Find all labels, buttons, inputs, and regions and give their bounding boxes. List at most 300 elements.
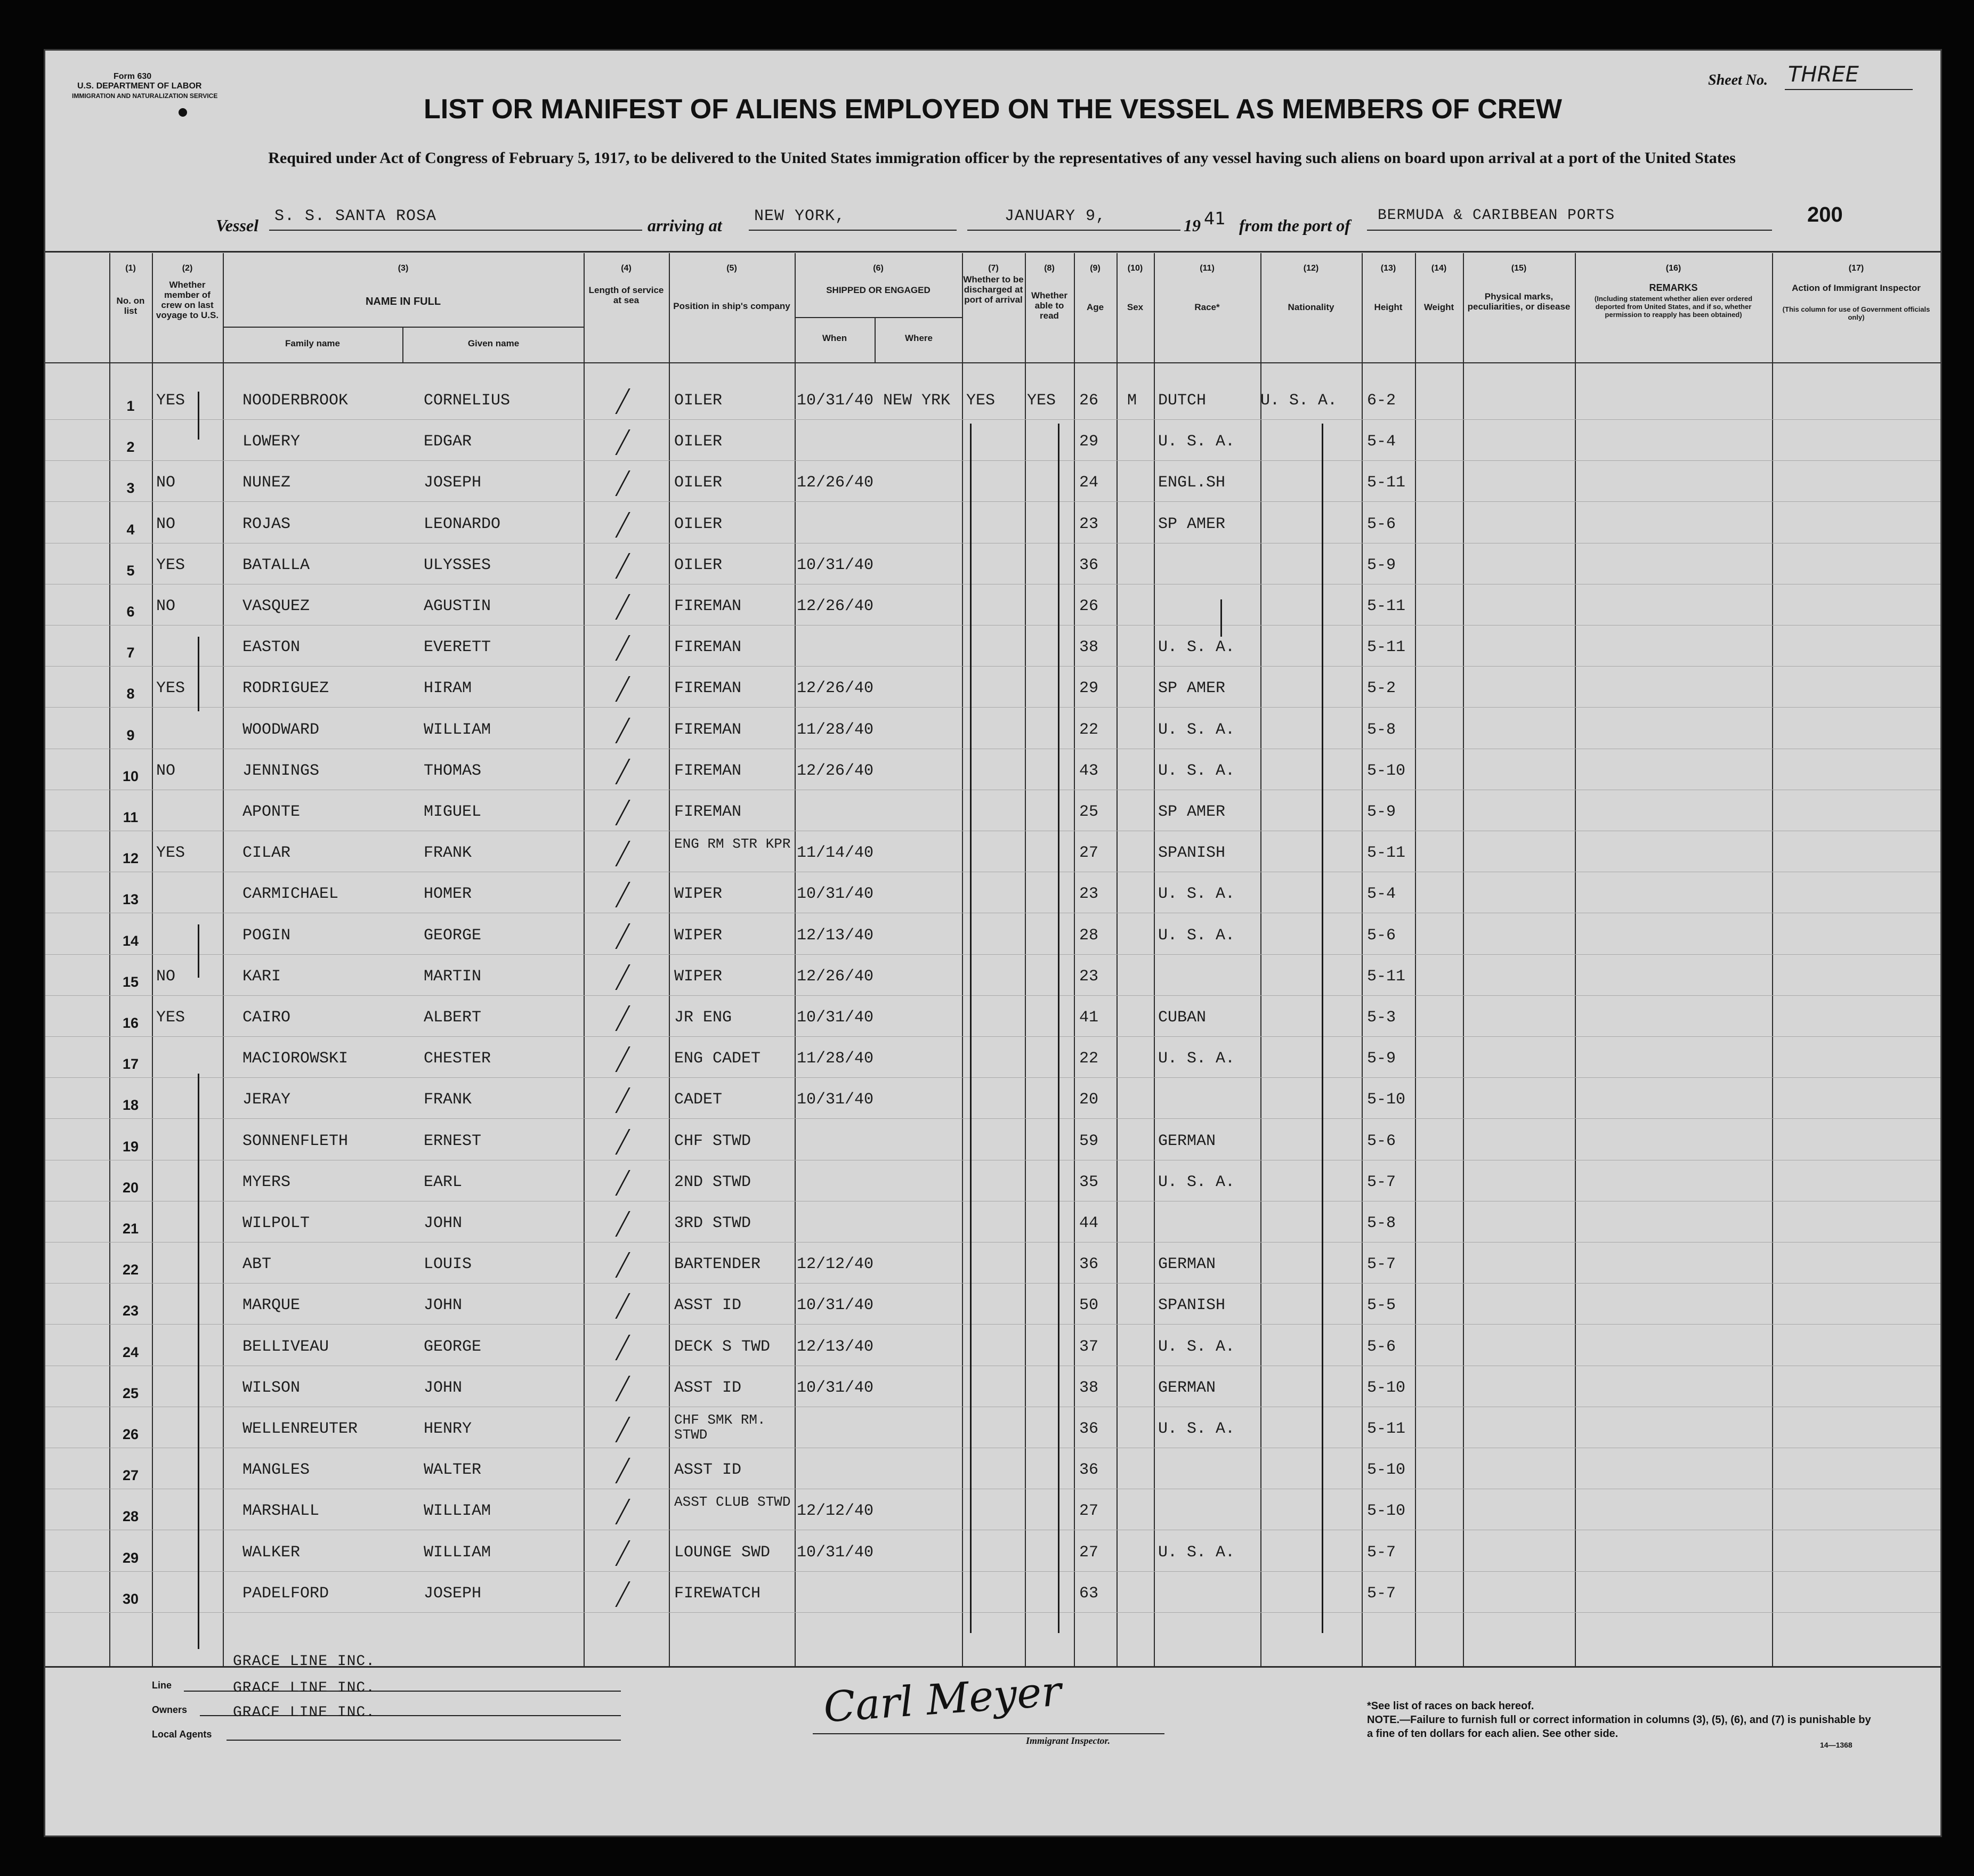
race-cell: U. S. A. — [1158, 1420, 1235, 1438]
header-family-name: Family name — [285, 338, 340, 348]
shipped-when-cell: 12/13/40 — [797, 926, 874, 945]
position-cell: LOUNGE SWD — [674, 1543, 771, 1562]
family-name-cell: KARI — [242, 967, 281, 986]
header-name-in-full: NAME IN FULL — [365, 296, 441, 307]
ditto-mark — [198, 924, 199, 978]
prev-voyage-cell: YES — [156, 1009, 185, 1027]
age-cell: 36 — [1079, 556, 1099, 574]
checkmark-icon — [606, 1293, 630, 1319]
race-cell: GERMAN — [1158, 1378, 1216, 1397]
sex-cell: M — [1127, 392, 1137, 410]
row-number: 8 — [126, 686, 135, 702]
checkmark-icon — [606, 1129, 630, 1155]
family-name-cell: VASQUEZ — [242, 597, 310, 615]
nationality-cell: U. S. A. — [1260, 392, 1338, 410]
age-cell: 27 — [1079, 1543, 1099, 1562]
header-no-on-list: No. on list — [116, 296, 145, 316]
family-name-cell: MYERS — [242, 1173, 291, 1191]
header-physical-marks: Physical marks, peculiarities, or disease — [1467, 291, 1571, 312]
position-cell: CHF STWD — [674, 1132, 751, 1150]
height-cell: 5-6 — [1367, 1337, 1396, 1356]
given-name-cell: JOSEPH — [424, 1584, 482, 1603]
position-cell: FIREMAN — [674, 597, 742, 615]
shipped-when-cell: 10/31/40 — [797, 1009, 874, 1027]
height-cell: 5-11 — [1367, 474, 1406, 492]
given-name-cell: WILLIAM — [424, 1543, 491, 1562]
given-name-cell: WALTER — [424, 1461, 482, 1480]
height-cell: 5-11 — [1367, 967, 1406, 986]
position-cell: ASST CLUB STWD — [674, 1494, 791, 1510]
given-name-cell: EVERETT — [424, 638, 491, 657]
arrival-date: JANUARY 9, — [1005, 207, 1106, 225]
ditto-mark — [970, 424, 972, 1633]
col-num: (14) — [1431, 264, 1447, 273]
age-cell: 37 — [1079, 1337, 1099, 1356]
col-num: (6) — [873, 264, 884, 273]
line-company: GRACE LINE INC. — [233, 1653, 376, 1670]
given-name-cell: JOHN — [424, 1214, 463, 1232]
family-name-cell: CARMICHAEL — [242, 885, 339, 904]
height-cell: 5-4 — [1367, 433, 1396, 451]
sheet-label: Sheet No. — [1708, 72, 1768, 88]
given-name-cell: JOHN — [424, 1378, 463, 1397]
row-number: 1 — [126, 398, 135, 414]
age-cell: 38 — [1079, 638, 1099, 657]
document-subtitle: Required under Act of Congress of February 5, 1917, to be delivered to the United States immigration officer by the representatives of any vessel having such aliens on board upon arrival at a port of the United States — [268, 149, 1736, 167]
row-number: 28 — [122, 1508, 139, 1525]
given-name-cell: MIGUEL — [424, 803, 482, 821]
row-number: 23 — [122, 1303, 139, 1319]
prev-voyage-cell: NO — [156, 967, 176, 986]
service-name: IMMIGRATION AND NATURALIZATION SERVICE — [72, 92, 218, 100]
race-cell: U. S. A. — [1158, 1337, 1235, 1356]
family-name-cell: WOODWARD — [242, 720, 320, 739]
age-cell: 23 — [1079, 885, 1099, 904]
checkmark-icon — [606, 676, 630, 702]
race-cell: CUBAN — [1158, 1009, 1207, 1027]
shipped-when-cell: 10/31/40 — [797, 1378, 874, 1397]
checkmark-icon — [606, 512, 630, 538]
position-cell: OILER — [674, 433, 723, 451]
vessel-name: S. S. SANTA ROSA — [274, 207, 437, 225]
given-name-cell: FRANK — [424, 1091, 472, 1109]
family-name-cell: ROJAS — [242, 515, 291, 533]
row-number: 13 — [122, 891, 139, 908]
checkmark-icon — [606, 470, 630, 496]
manifest-sheet — [44, 49, 1942, 1837]
age-cell: 22 — [1079, 720, 1099, 739]
shipped-when-cell: 10/31/40 — [797, 1296, 874, 1315]
ditto-mark — [1058, 424, 1059, 1633]
height-cell: 5-9 — [1367, 556, 1396, 574]
ditto-mark — [198, 1074, 199, 1649]
family-name-cell: JENNINGS — [242, 761, 320, 780]
given-name-cell: ERNEST — [424, 1132, 482, 1150]
age-cell: 36 — [1079, 1420, 1099, 1438]
family-name-cell: JERAY — [242, 1091, 291, 1109]
family-name-cell: WELLENREUTER — [242, 1420, 358, 1438]
family-name-cell: SONNENFLETH — [242, 1132, 349, 1150]
position-cell: OILER — [674, 392, 723, 410]
form-code: 14—1368 — [1820, 1741, 1852, 1749]
checkmark-icon — [606, 594, 630, 620]
age-cell: 43 — [1079, 761, 1099, 780]
line-label: Line — [152, 1680, 172, 1691]
race-cell: U. S. A. — [1158, 885, 1235, 904]
checkmark-icon — [606, 429, 630, 455]
col-num: (2) — [182, 264, 193, 273]
col-num: (17) — [1848, 264, 1864, 273]
given-name-cell: WILLIAM — [424, 720, 491, 739]
age-cell: 23 — [1079, 967, 1099, 986]
given-name-cell: CHESTER — [424, 1050, 491, 1068]
row-number: 16 — [122, 1015, 139, 1031]
race-cell: U. S. A. — [1158, 433, 1235, 451]
penalty-note: NOTE.—Failure to furnish full or correct information in columns (3), (5), (6), and (7) is punishable by a fine of ten dollars for each alien. See other side. — [1367, 1714, 1871, 1740]
height-cell: 5-10 — [1367, 1502, 1406, 1521]
row-number: 22 — [122, 1262, 139, 1278]
age-cell: 27 — [1079, 1502, 1099, 1521]
given-name-cell: EARL — [424, 1173, 463, 1191]
col-num: (5) — [726, 264, 737, 273]
given-name-cell: JOSEPH — [424, 474, 482, 492]
given-name-cell: WILLIAM — [424, 1502, 491, 1521]
agents-company: GRACE LINE INC. — [233, 1704, 376, 1721]
height-cell: 5-7 — [1367, 1173, 1396, 1191]
height-cell: 5-9 — [1367, 1050, 1396, 1068]
row-number: 5 — [126, 562, 135, 579]
prev-voyage-cell: YES — [156, 556, 185, 574]
owners-company: GRACE LINE INC. — [233, 1680, 376, 1696]
shipped-when-cell: 11/14/40 — [797, 844, 874, 863]
prev-voyage-cell: YES — [156, 844, 185, 863]
year-prefix: 19 — [1184, 216, 1201, 235]
age-cell: 29 — [1079, 433, 1099, 451]
header-last-voyage: Whether member of crew on last voyage to U.S. — [156, 280, 219, 320]
given-name-cell: MARTIN — [424, 967, 482, 986]
family-name-cell: ABT — [242, 1255, 272, 1274]
race-cell: GERMAN — [1158, 1255, 1216, 1274]
position-cell: OILER — [674, 515, 723, 533]
prev-voyage-cell: NO — [156, 597, 176, 615]
height-cell: 5-10 — [1367, 1378, 1406, 1397]
height-cell: 5-11 — [1367, 597, 1406, 615]
shipped-when-cell: 10/31/40 — [797, 392, 874, 410]
given-name-cell: HOMER — [424, 885, 472, 904]
checkmark-icon — [606, 1458, 630, 1483]
age-cell: 59 — [1079, 1132, 1099, 1150]
height-cell: 5-6 — [1367, 926, 1396, 945]
col-num: (9) — [1090, 264, 1101, 273]
row-number: 18 — [122, 1097, 139, 1114]
family-name-cell: LOWERY — [242, 433, 301, 451]
row-number: 10 — [122, 768, 139, 784]
position-cell: ENG CADET — [674, 1050, 761, 1068]
position-cell: FIREWATCH — [674, 1584, 761, 1603]
position-cell: 3RD STWD — [674, 1214, 751, 1232]
row-number: 3 — [126, 480, 135, 497]
row-number: 17 — [122, 1056, 139, 1073]
checkmark-icon — [606, 1005, 630, 1031]
col-num: (11) — [1200, 264, 1215, 273]
height-cell: 5-11 — [1367, 1420, 1406, 1438]
age-cell: 23 — [1079, 515, 1099, 533]
family-name-cell: MACIOROWSKI — [242, 1050, 349, 1068]
age-cell: 28 — [1079, 926, 1099, 945]
given-name-cell: ALBERT — [424, 1009, 482, 1027]
department-name: U.S. DEPARTMENT OF LABOR — [77, 82, 202, 91]
row-number: 2 — [126, 439, 135, 456]
able-to-read-cell: YES — [1027, 392, 1056, 410]
checkmark-icon — [606, 964, 630, 990]
family-name-cell: MARSHALL — [242, 1502, 320, 1521]
checkmark-icon — [606, 388, 630, 414]
header-weight: Weight — [1423, 302, 1454, 312]
height-cell: 5-11 — [1367, 844, 1406, 863]
height-cell: 5-10 — [1367, 761, 1406, 780]
age-cell: 35 — [1079, 1173, 1099, 1191]
document-title: LIST OR MANIFEST OF ALIENS EMPLOYED ON THE VESSEL AS MEMBERS OF CREW — [424, 94, 1562, 125]
col-num: (13) — [1380, 264, 1396, 273]
height-cell: 5-6 — [1367, 1132, 1396, 1150]
race-cell: U. S. A. — [1158, 1543, 1235, 1562]
shipped-when-cell: 10/31/40 — [797, 1091, 874, 1109]
position-cell: OILER — [674, 474, 723, 492]
row-number: 7 — [126, 645, 135, 661]
shipped-when-cell: 12/12/40 — [797, 1255, 874, 1274]
row-number: 4 — [126, 521, 135, 538]
header-inspector-action: Action of Immigrant Inspector — [1792, 283, 1921, 293]
row-number: 14 — [122, 932, 139, 949]
race-cell: SPANISH — [1158, 844, 1226, 863]
col-num: (4) — [621, 264, 632, 273]
family-name-cell: APONTE — [242, 803, 301, 821]
shipped-where-cell: NEW YRK — [883, 392, 951, 410]
inspector-label: Immigrant Inspector. — [1026, 1735, 1111, 1746]
position-cell: ASST ID — [674, 1461, 742, 1480]
family-name-cell: POGIN — [242, 926, 291, 945]
col-num: (12) — [1303, 264, 1319, 273]
position-cell: ASST ID — [674, 1296, 742, 1315]
position-cell: OILER — [674, 556, 723, 574]
ditto-mark — [1220, 599, 1222, 637]
given-name-cell: AGUSTIN — [424, 597, 491, 615]
header-remarks: REMARKS — [1649, 282, 1698, 293]
manifest-number: 200 — [1807, 203, 1843, 226]
races-note: *See list of races on back hereof. — [1367, 1700, 1534, 1712]
header-given-name: Given name — [467, 338, 520, 348]
checkmark-icon — [606, 635, 630, 661]
vessel-label: Vessel — [216, 216, 258, 235]
row-number: 12 — [122, 850, 139, 867]
local-agents-label: Local Agents — [152, 1729, 212, 1740]
prev-voyage-cell: YES — [156, 679, 185, 698]
race-cell: U. S. A. — [1158, 638, 1235, 657]
race-cell: U. S. A. — [1158, 926, 1235, 945]
shipped-when-cell: 12/26/40 — [797, 474, 874, 492]
shipped-when-cell: 10/31/40 — [797, 556, 874, 574]
given-name-cell: GEORGE — [424, 1337, 482, 1356]
checkmark-icon — [606, 1540, 630, 1566]
ditto-mark — [1322, 424, 1323, 1633]
position-cell: 2ND STWD — [674, 1173, 751, 1191]
header-inspector-note: (This column for use of Government officials only) — [1782, 305, 1930, 321]
header-length-of-service: Length of service at sea — [588, 285, 664, 305]
family-name-cell: PADELFORD — [242, 1584, 329, 1603]
position-cell: WIPER — [674, 926, 723, 945]
position-cell: ENG RM STR KPR — [674, 836, 791, 852]
position-cell: FIREMAN — [674, 679, 742, 698]
arrival-port: NEW YORK, — [754, 207, 846, 225]
position-cell: CADET — [674, 1091, 723, 1109]
given-name-cell: LOUIS — [424, 1255, 472, 1274]
inspector-signature: Carl Meyer — [822, 1667, 1063, 1732]
given-name-cell: CORNELIUS — [424, 392, 511, 410]
given-name-cell: HIRAM — [424, 679, 472, 698]
row-number: 11 — [123, 809, 139, 825]
row-number: 27 — [122, 1467, 139, 1484]
shipped-when-cell: 12/26/40 — [797, 597, 874, 615]
race-cell: DUTCH — [1158, 392, 1207, 410]
header-discharged: Whether to be discharged at port of arrival — [963, 274, 1024, 305]
checkmark-icon — [606, 923, 630, 949]
owners-label: Owners — [152, 1704, 188, 1715]
race-cell: SP AMER — [1158, 679, 1226, 698]
age-cell: 44 — [1079, 1214, 1099, 1232]
arriving-label: arriving at — [648, 216, 722, 235]
row-number: 29 — [122, 1549, 139, 1566]
age-cell: 38 — [1079, 1378, 1099, 1397]
shipped-when-cell: 12/26/40 — [797, 761, 874, 780]
header-shipped-engaged: SHIPPED OR ENGAGED — [826, 285, 931, 295]
ditto-mark — [198, 637, 199, 711]
family-name-cell: NOODERBROOK — [242, 392, 349, 410]
height-cell: 5-8 — [1367, 1214, 1396, 1232]
family-name-cell: NUNEZ — [242, 474, 291, 492]
race-cell: SP AMER — [1158, 515, 1226, 533]
header-age: Age — [1086, 302, 1104, 312]
row-number: 25 — [122, 1385, 139, 1401]
race-cell: U. S. A. — [1158, 761, 1235, 780]
family-name-cell: MARQUE — [242, 1296, 301, 1315]
ditto-mark — [198, 392, 199, 440]
height-cell: 5-7 — [1367, 1255, 1396, 1274]
checkmark-icon — [606, 1046, 630, 1072]
position-cell: FIREMAN — [674, 638, 742, 657]
position-cell: JR ENG — [674, 1009, 732, 1027]
header-able-to-read: Whether able to read — [1031, 290, 1067, 321]
family-name-cell: EASTON — [242, 638, 301, 657]
race-cell: SP AMER — [1158, 803, 1226, 821]
age-cell: 26 — [1079, 597, 1099, 615]
given-name-cell: FRANK — [424, 844, 472, 863]
row-number: 20 — [122, 1179, 139, 1196]
position-cell: FIREMAN — [674, 720, 742, 739]
race-cell: ENGL.SH — [1158, 474, 1226, 492]
shipped-when-cell: 12/26/40 — [797, 967, 874, 986]
shipped-when-cell: 10/31/40 — [797, 1543, 874, 1562]
position-cell: WIPER — [674, 885, 723, 904]
given-name-cell: GEORGE — [424, 926, 482, 945]
age-cell: 63 — [1079, 1584, 1099, 1603]
checkmark-icon — [606, 553, 630, 579]
col-num: (15) — [1511, 264, 1527, 273]
age-cell: 50 — [1079, 1296, 1099, 1315]
checkmark-icon — [606, 1087, 630, 1113]
row-number: 21 — [122, 1221, 139, 1237]
position-cell: FIREMAN — [674, 803, 742, 821]
position-cell: CHF SMK RM. STWD — [674, 1412, 766, 1443]
family-name-cell: BELLIVEAU — [242, 1337, 329, 1356]
row-number: 6 — [126, 604, 135, 620]
given-name-cell: ULYSSES — [424, 556, 491, 574]
checkmark-icon — [606, 1335, 630, 1360]
height-cell: 5-5 — [1367, 1296, 1396, 1315]
height-cell: 6-2 — [1367, 392, 1396, 410]
row-number: 30 — [122, 1590, 139, 1607]
height-cell: 5-6 — [1367, 515, 1396, 533]
race-cell: U. S. A. — [1158, 1173, 1235, 1191]
checkmark-icon — [606, 718, 630, 743]
col-num: (1) — [125, 264, 136, 273]
height-cell: 5-7 — [1367, 1584, 1396, 1603]
age-cell: 25 — [1079, 803, 1099, 821]
checkmark-icon — [606, 800, 630, 825]
position-cell: DECK S TWD — [674, 1337, 771, 1356]
checkmark-icon — [606, 1581, 630, 1607]
departure-port: BERMUDA & CARIBBEAN PORTS — [1378, 207, 1615, 224]
given-name-cell: THOMAS — [424, 761, 482, 780]
height-cell: 5-7 — [1367, 1543, 1396, 1562]
col-num: (16) — [1665, 264, 1681, 273]
family-name-cell: MANGLES — [242, 1461, 310, 1480]
height-cell: 5-9 — [1367, 803, 1396, 821]
height-cell: 5-4 — [1367, 885, 1396, 904]
family-name-cell: CILAR — [242, 844, 291, 863]
checkmark-icon — [606, 882, 630, 907]
row-number: 26 — [122, 1426, 139, 1442]
height-cell: 5-10 — [1367, 1091, 1406, 1109]
height-cell: 5-10 — [1367, 1461, 1406, 1480]
given-name-cell: HENRY — [424, 1420, 472, 1438]
height-cell: 5-3 — [1367, 1009, 1396, 1027]
age-cell: 36 — [1079, 1255, 1099, 1274]
position-cell: BARTENDER — [674, 1255, 761, 1274]
race-cell: GERMAN — [1158, 1132, 1216, 1150]
position-cell: ASST ID — [674, 1378, 742, 1397]
race-cell: SPANISH — [1158, 1296, 1226, 1315]
family-name-cell: WALKER — [242, 1543, 301, 1562]
from-port-label: from the port of — [1239, 216, 1350, 235]
given-name-cell: JOHN — [424, 1296, 463, 1315]
height-cell: 5-8 — [1367, 720, 1396, 739]
family-name-cell: WILSON — [242, 1378, 301, 1397]
shipped-when-cell: 10/31/40 — [797, 885, 874, 904]
checkmark-icon — [606, 1376, 630, 1401]
position-cell: WIPER — [674, 967, 723, 986]
age-cell: 20 — [1079, 1091, 1099, 1109]
year-suffix: 41 — [1204, 208, 1226, 229]
age-cell: 26 — [1079, 392, 1099, 410]
col-num: (8) — [1044, 264, 1055, 273]
family-name-cell: BATALLA — [242, 556, 310, 574]
col-num: (3) — [398, 264, 409, 273]
header-when: When — [822, 333, 847, 343]
col-num: (10) — [1127, 264, 1143, 273]
checkmark-icon — [606, 1252, 630, 1278]
shipped-when-cell: 12/12/40 — [797, 1502, 874, 1521]
age-cell: 41 — [1079, 1009, 1099, 1027]
